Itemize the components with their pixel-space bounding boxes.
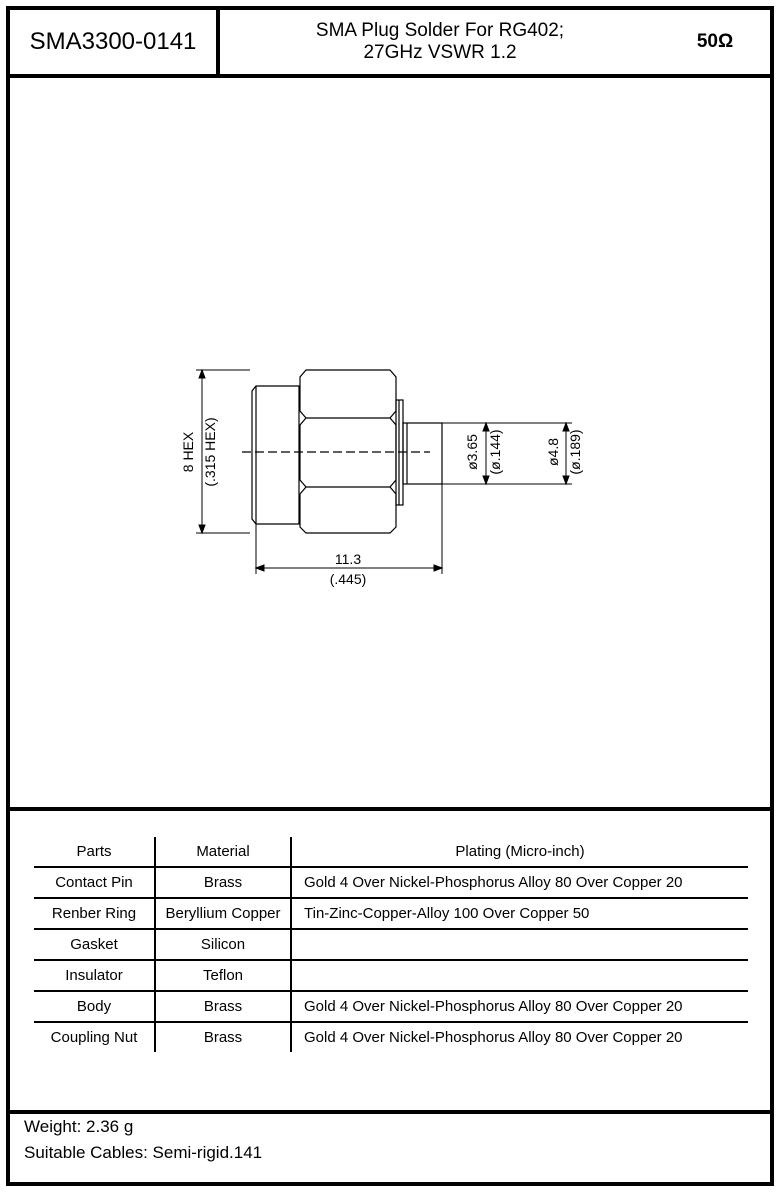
solder-body [403,423,442,484]
title-block [10,10,770,78]
specs-footer [24,1114,262,1166]
plating-cell [291,929,748,960]
part-cell: Body [34,991,155,1022]
column-header-parts: Parts [34,837,155,867]
material-cell: Silicon [155,929,291,960]
part-cell: Coupling Nut [34,1022,155,1052]
hex-dimension-mm: 8 HEX [180,431,196,473]
plating-cell: Tin-Zinc-Copper-Alloy 100 Over Copper 50 [291,898,748,929]
material-cell: Brass [155,991,291,1022]
coupling-nut-front [252,386,299,524]
part-number: SMA3300-0141 [10,10,220,74]
description-line-1: SMA Plug Solder For RG402; [315,20,565,41]
part-cell: Gasket [34,929,155,960]
body-diameter-mm: ø4.8 [545,437,561,467]
part-cell: Contact Pin [34,867,155,898]
pin-diameter-in: (ø.144) [487,429,503,475]
column-header-material: Material [155,837,291,867]
material-cell: Brass [155,1022,291,1052]
table-row [34,898,748,929]
description-line-2: 27GHz VSWR 1.2 [363,42,517,63]
column-header-plating: Plating (Micro-inch) [291,837,748,867]
section-divider [10,807,770,811]
plating-cell: Gold 4 Over Nickel-Phosphorus Alloy 80 Over Copper 20 [291,991,748,1022]
product-description [220,10,660,74]
part-cell: Renber Ring [34,898,155,929]
body-diameter-in: (ø.189) [567,429,583,475]
plating-cell: Gold 4 Over Nickel-Phosphorus Alloy 80 Over Copper 20 [291,867,748,898]
plating-cell [291,960,748,991]
table-row [34,1022,748,1052]
material-cell: Teflon [155,960,291,991]
hex-dimension-in: (.315 HEX) [202,417,218,487]
table-header-row [34,837,748,867]
plating-cell: Gold 4 Over Nickel-Phosphorus Alloy 80 Over Copper 20 [304,1029,683,1046]
materials-table [34,837,748,1052]
connector-drawing [10,78,770,808]
table-row [34,960,748,991]
impedance: 50Ω [696,31,734,52]
table-row [34,929,748,960]
technical-drawing [10,78,770,808]
length-dimension-mm: 11.3 [334,551,362,567]
material-cell: Beryllium Copper [155,898,291,929]
table-row [34,991,748,1022]
weight-text: Weight: 2.36 g [24,1117,134,1136]
material-cell: Brass [155,867,291,898]
pin-diameter-mm: ø3.65 [464,434,480,470]
length-dimension-in: (.445) [329,571,367,587]
part-cell: Insulator [34,960,155,991]
table-row [34,867,748,898]
suitable-cables-text: Suitable Cables: Semi-rigid.141 [24,1143,263,1162]
datasheet [6,6,774,1186]
